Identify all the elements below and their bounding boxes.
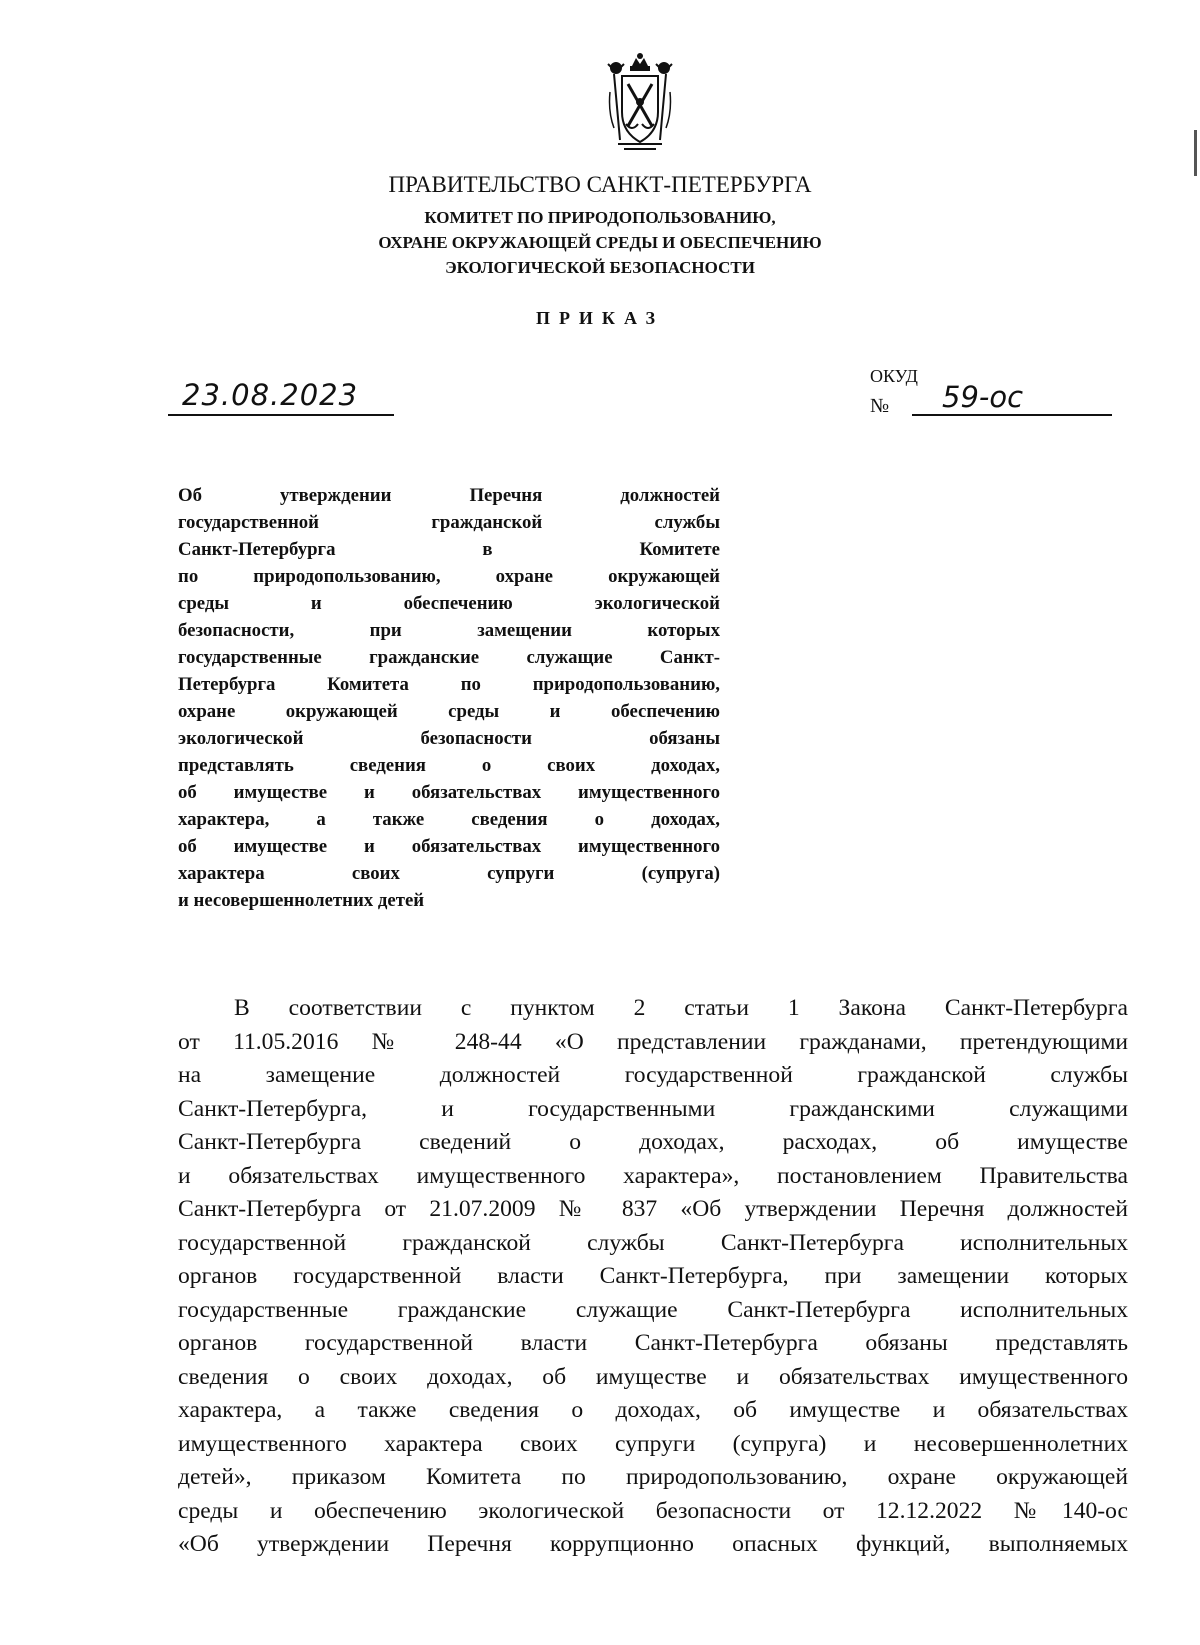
subject-line: об имуществе и обязательствах имущественного [178, 836, 720, 857]
body-line: на замещение должностей государственной гражданской службы [178, 1062, 1128, 1088]
subject-line: государственные гражданские служащие Санкт- [178, 647, 720, 668]
okud-label: ОКУД [870, 366, 918, 386]
body-line: В соответствии с пунктом 2 статьи 1 Закона Санкт-Петербурга [234, 995, 1128, 1021]
document-type: ПРИКАЗ [535, 308, 665, 328]
subject-line: Санкт-Петербурга в Комитете [178, 539, 720, 560]
body-line: государственные гражданские служащие Санкт-Петербурга исполнительных [178, 1296, 1128, 1323]
subject-line: среды и обеспечению экологической [178, 593, 720, 614]
subject-line: безопасности, при замещении которых [178, 620, 720, 641]
body-line: среды и обеспечению экологической безопасности от 12.12.2022 №140-ос [178, 1497, 1128, 1524]
subject-line: представлять сведения о своих доходах, [178, 755, 720, 776]
coat-of-arms-icon [604, 52, 676, 152]
number-field [912, 380, 1112, 416]
subject-line: охране окружающей среды и обеспечению [178, 701, 720, 722]
body-line: органов государственной власти Санкт-Петербурга, при замещении которых [178, 1263, 1128, 1289]
body-line: и обязательствах имущественного характера», постановлением Правительства [178, 1162, 1128, 1189]
committee-line: ОХРАНЕ ОКРУЖАЮЩЕЙ СРЕДЫ И ОБЕСПЕЧЕНИЮ [378, 233, 822, 252]
body-line: Санкт-Петербурга, и государственными гражданскими служащими [178, 1095, 1128, 1122]
committee-name [0, 205, 1200, 280]
body-line: характера, а также сведения о доходах, об имуществе и обязательствах [178, 1397, 1128, 1423]
date-field [168, 378, 394, 416]
scan-edge-mark [1194, 130, 1197, 176]
subject-line: Об утверждении Перечня должностей [178, 485, 720, 506]
subject-line: характера своих супруги (супруга) [178, 863, 720, 884]
committee-line: ЭКОЛОГИЧЕСКОЙ БЕЗОПАСНОСТИ [445, 258, 755, 277]
order-body [178, 992, 1128, 1562]
body-line: Санкт-Петербурга сведений о доходах, расходах, об имуществе [178, 1129, 1128, 1155]
subject-line: по природопользованию, охране окружающей [178, 566, 720, 587]
body-line: имущественного характера своих супруги (супруга) и несовершеннолетних [178, 1430, 1128, 1457]
number-value: 59-ос [942, 380, 1024, 414]
subject-line: государственной гражданской службы [178, 512, 720, 533]
body-line: сведения о своих доходах, об имуществе и обязательствах имущественного [178, 1363, 1128, 1390]
body-line: от 11.05.2016 № 248-44 «О представлении гражданами, претендующими [178, 1028, 1128, 1055]
committee-line: КОМИТЕТ ПО ПРИРОДОПОЛЬЗОВАНИЮ, [424, 208, 776, 227]
number-sign: № [870, 395, 890, 417]
date-value: 23.08.2023 [182, 378, 359, 412]
body-line: Санкт-Петербурга от 21.07.2009 № 837 «Об утверждении Перечня должностей [178, 1196, 1128, 1222]
body-line: государственной гражданской службы Санкт-Петербурга исполнительных [178, 1229, 1128, 1256]
body-line: «Об утверждении Перечня коррупционно опасных функций, выполняемых [178, 1531, 1128, 1557]
body-line: органов государственной власти Санкт-Петербурга обязаны представлять [178, 1330, 1128, 1356]
subject-line: экологической безопасности обязаны [178, 728, 720, 749]
subject-line: и несовершеннолетних детей [178, 890, 425, 911]
subject-line: Петербурга Комитета по природопользованию, [178, 674, 720, 695]
subject-line: характера, а также сведения о доходах, [178, 809, 720, 830]
body-line: детей», приказом Комитета по природопользованию, охране окружающей [178, 1464, 1128, 1490]
subject-line: об имуществе и обязательствах имущественного [178, 782, 720, 803]
order-subject [178, 482, 720, 914]
government-name: ПРАВИТЕЛЬСТВО САНКТ-ПЕТЕРБУРГА [388, 172, 812, 197]
